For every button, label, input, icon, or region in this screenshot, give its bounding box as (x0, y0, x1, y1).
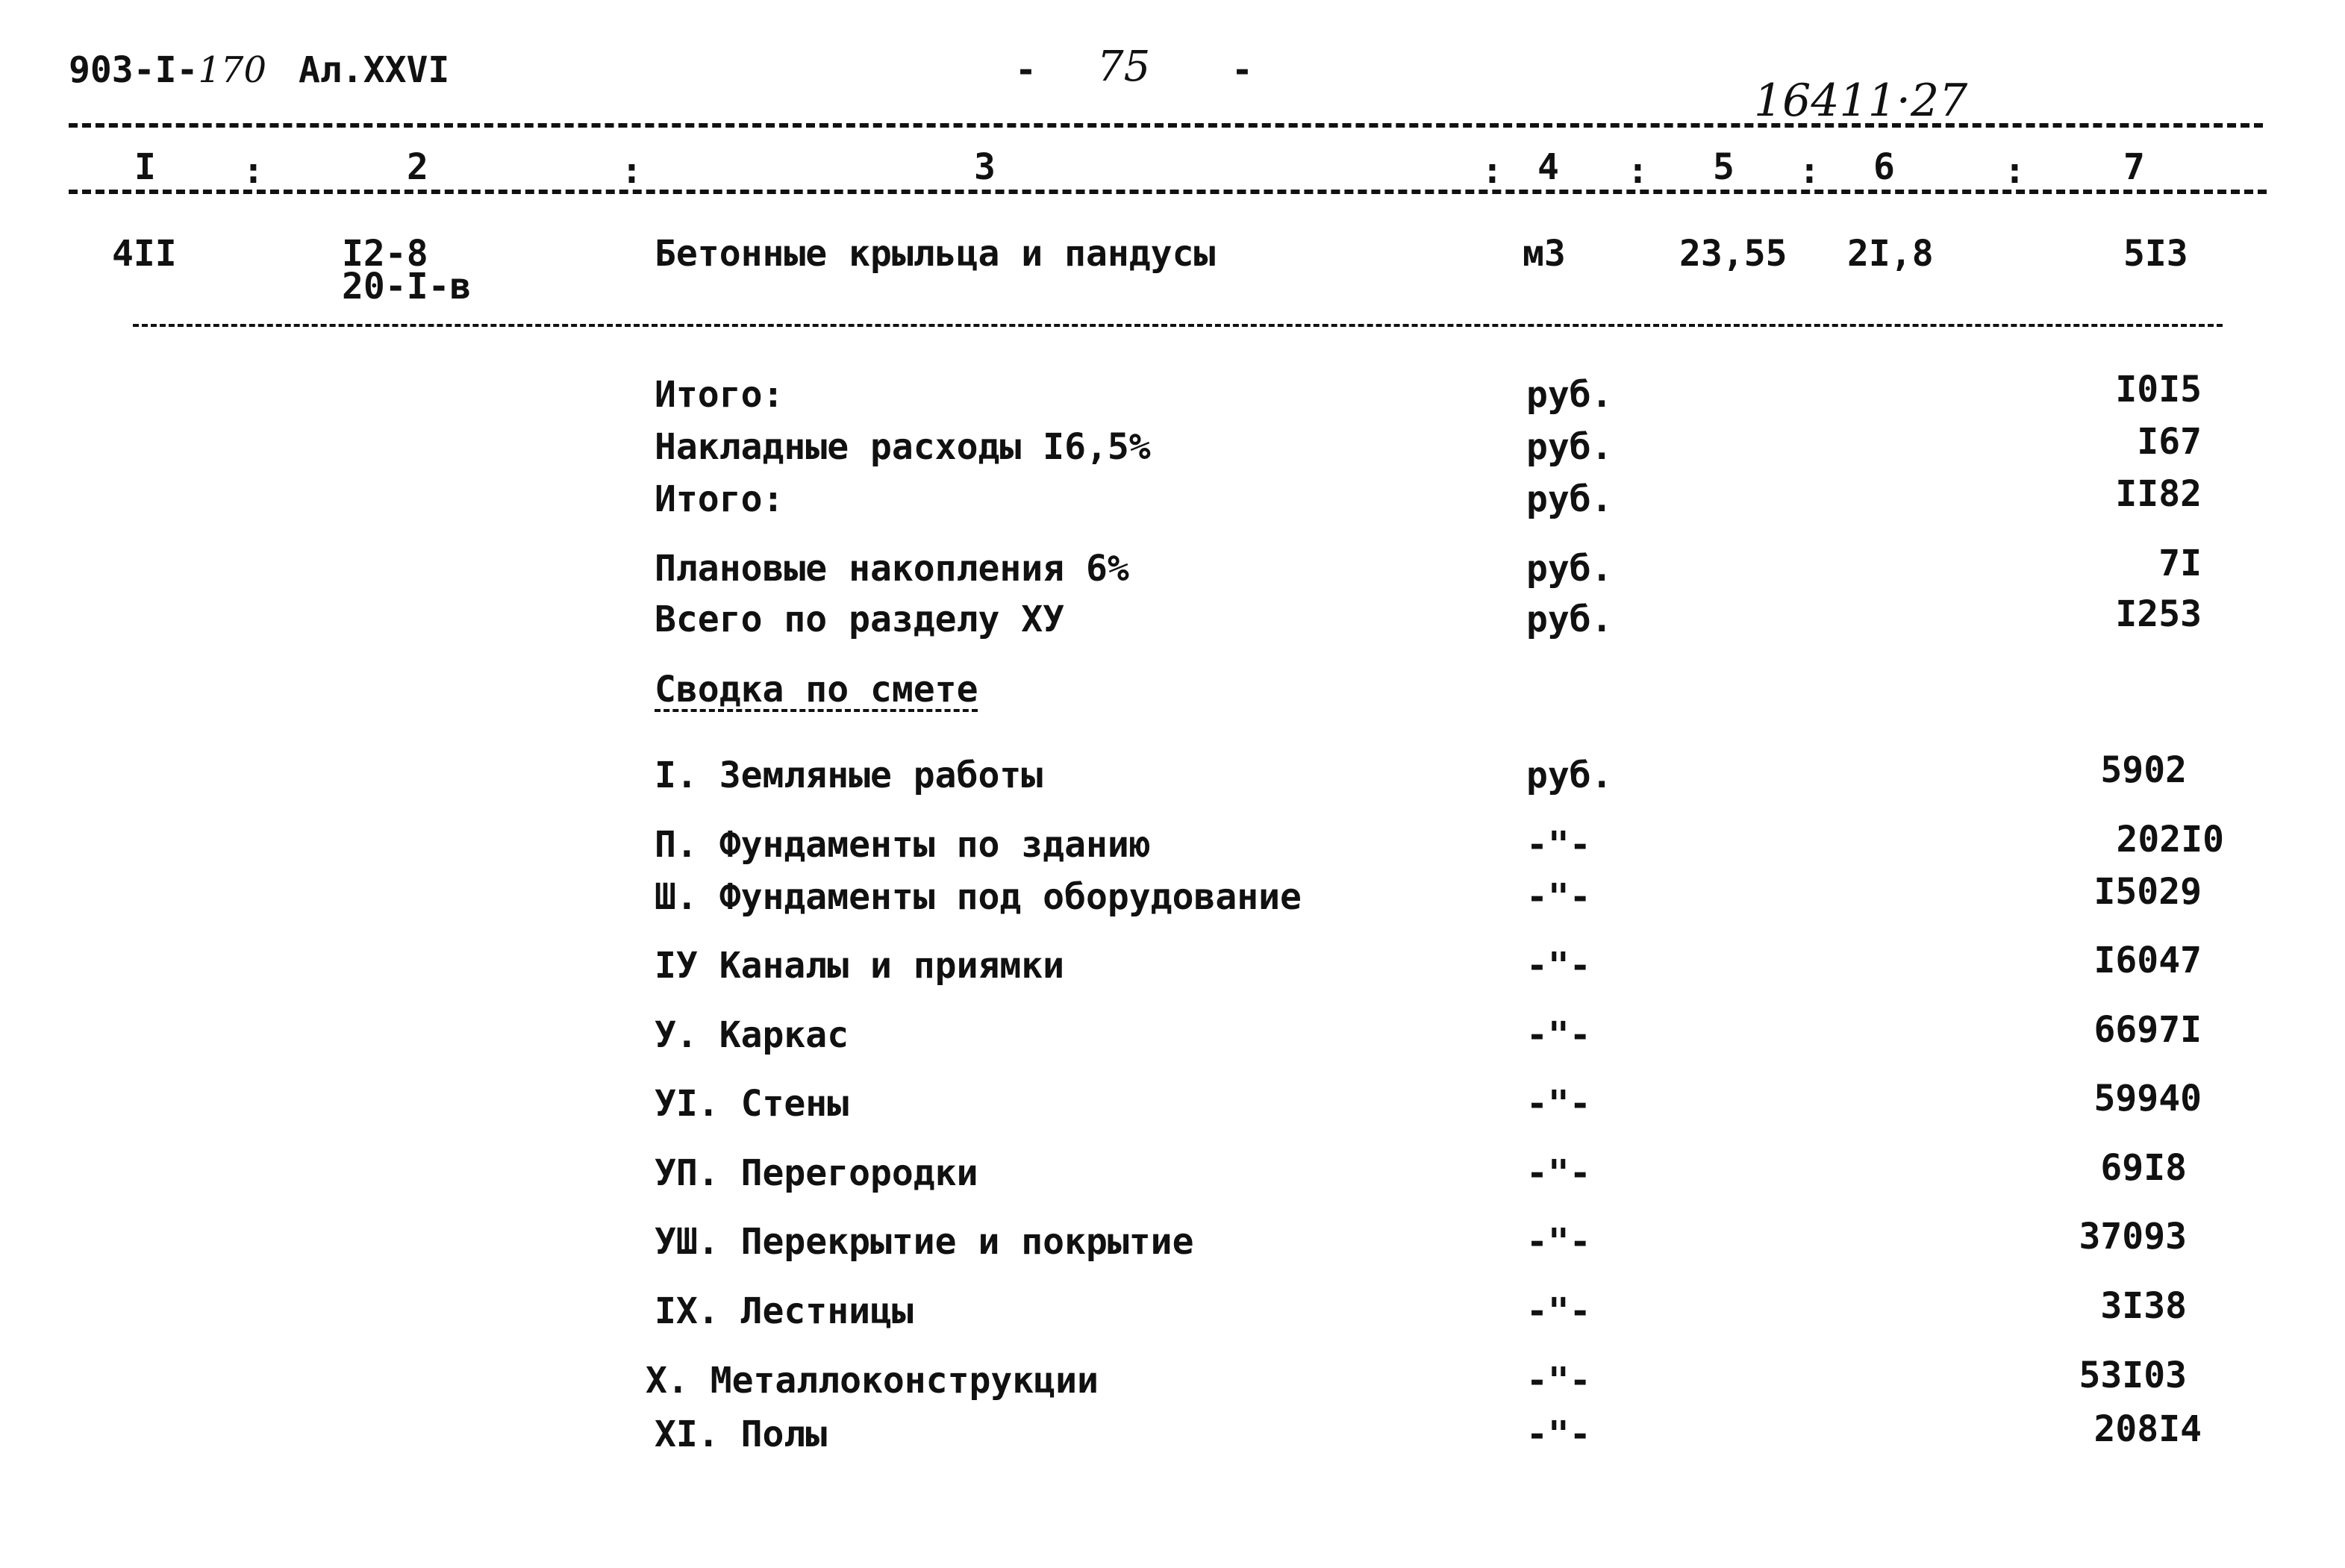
unit: м3 (1523, 233, 1566, 275)
col-sep: : (243, 150, 264, 192)
row-number: 4II (112, 233, 177, 275)
col-sep: : (621, 150, 643, 192)
col-2: 2 (407, 146, 428, 188)
summary-item-value: I5029 (2093, 871, 2202, 913)
col-6: 6 (1873, 146, 1895, 188)
header-bottom-rule (69, 190, 2267, 194)
col-sep: : (2004, 150, 2026, 192)
summary-item-value: 69I8 (2100, 1147, 2187, 1189)
summary-item-unit: -"- (1526, 1414, 1591, 1455)
album-label: Ал.XXVI (299, 49, 450, 91)
price-code-line1: I2-8 (342, 233, 428, 275)
totals-value: 7I (2158, 543, 2202, 584)
doc-code-text: 903-I- (69, 49, 199, 91)
totals-unit: руб. (1526, 426, 1613, 468)
summary-item-name: Ш. Фундаменты под оборудование (655, 876, 1302, 918)
summary-item-value: I6047 (2093, 940, 2202, 981)
summary-item-unit: -"- (1526, 1083, 1591, 1125)
price-code-line2: 20-I-в (342, 266, 472, 307)
summary-item-unit: руб. (1526, 755, 1613, 796)
totals-name: Итого: (655, 374, 784, 416)
col-5: 5 (1713, 146, 1734, 188)
unit-price: 2I,8 (1847, 233, 1934, 275)
summary-item-name: УП. Перегородки (655, 1152, 978, 1194)
summary-item-value: 5902 (2100, 749, 2187, 791)
summary-item-unit: -"- (1526, 824, 1591, 866)
summary-item-unit: -"- (1526, 1014, 1591, 1056)
quantity: 23,55 (1679, 233, 1787, 275)
page-number-suffix: - (1231, 49, 1253, 91)
summary-item-unit: -"- (1526, 1221, 1591, 1263)
summary-title: Сводка по смете (655, 669, 978, 710)
totals-value: II82 (2115, 473, 2202, 515)
col-4: 4 (1537, 146, 1559, 188)
sheet-number: 16411·27 (1754, 75, 1968, 127)
doc-code-handwritten: 170 (198, 49, 267, 91)
summary-item-unit: -"- (1526, 1152, 1591, 1194)
col-sep: : (1481, 150, 1503, 192)
totals-name: Плановые накопления 6% (655, 548, 1129, 590)
summary-item-name: П. Фундаменты по зданию (655, 824, 1151, 866)
col-3: 3 (974, 146, 996, 188)
summary-item-value: 6697I (2093, 1009, 2202, 1051)
totals-value: I0I5 (2115, 369, 2202, 410)
totals-unit: руб. (1526, 548, 1613, 590)
summary-item-name: УШ. Перекрытие и покрытие (655, 1221, 1194, 1263)
col-1: I (134, 146, 156, 188)
total: 5I3 (2123, 233, 2188, 275)
totals-unit: руб. (1526, 478, 1613, 520)
summary-item-value: 53I03 (2079, 1355, 2187, 1396)
summary-item-name: X. Металлоконструкции (646, 1360, 1099, 1402)
totals-value: I67 (2137, 421, 2202, 463)
totals-unit: руб. (1526, 374, 1613, 416)
doc-code (69, 49, 267, 91)
summary-item-name: IX. Лестницы (655, 1290, 914, 1332)
totals-name: Накладные расходы I6,5% (655, 426, 1151, 468)
row-divider (133, 324, 2223, 327)
summary-item-name: XI. Полы (655, 1414, 828, 1455)
summary-item-unit: -"- (1526, 1290, 1591, 1332)
totals-name: Итого: (655, 478, 784, 520)
page-number: 75 (1097, 43, 1151, 91)
col-sep: : (1627, 150, 1649, 192)
summary-item-value: 3I38 (2100, 1285, 2187, 1327)
summary-item-value: 59940 (2093, 1078, 2202, 1119)
summary-item-name: У. Каркас (655, 1014, 849, 1056)
page-number-prefix: - (1015, 49, 1037, 91)
summary-item-unit: -"- (1526, 876, 1591, 918)
col-7: 7 (2123, 146, 2145, 188)
summary-item-unit: -"- (1526, 1360, 1591, 1402)
summary-item-name: IУ Каналы и приямки (655, 945, 1065, 987)
totals-value: I253 (2115, 593, 2202, 635)
summary-item-value: 202I0 (2116, 819, 2224, 860)
work-name: Бетонные крыльца и пандусы (655, 233, 1216, 275)
summary-item-unit: -"- (1526, 945, 1591, 987)
summary-item-value: 208I4 (2093, 1408, 2202, 1450)
col-sep: : (1799, 150, 1820, 192)
summary-item-name: I. Земляные работы (655, 755, 1043, 796)
header-top-rule (69, 123, 2263, 128)
summary-item-value: 37093 (2079, 1216, 2187, 1258)
totals-unit: руб. (1526, 599, 1613, 640)
summary-item-name: УI. Стены (655, 1083, 849, 1125)
totals-name: Всего по разделу ХУ (655, 599, 1065, 640)
